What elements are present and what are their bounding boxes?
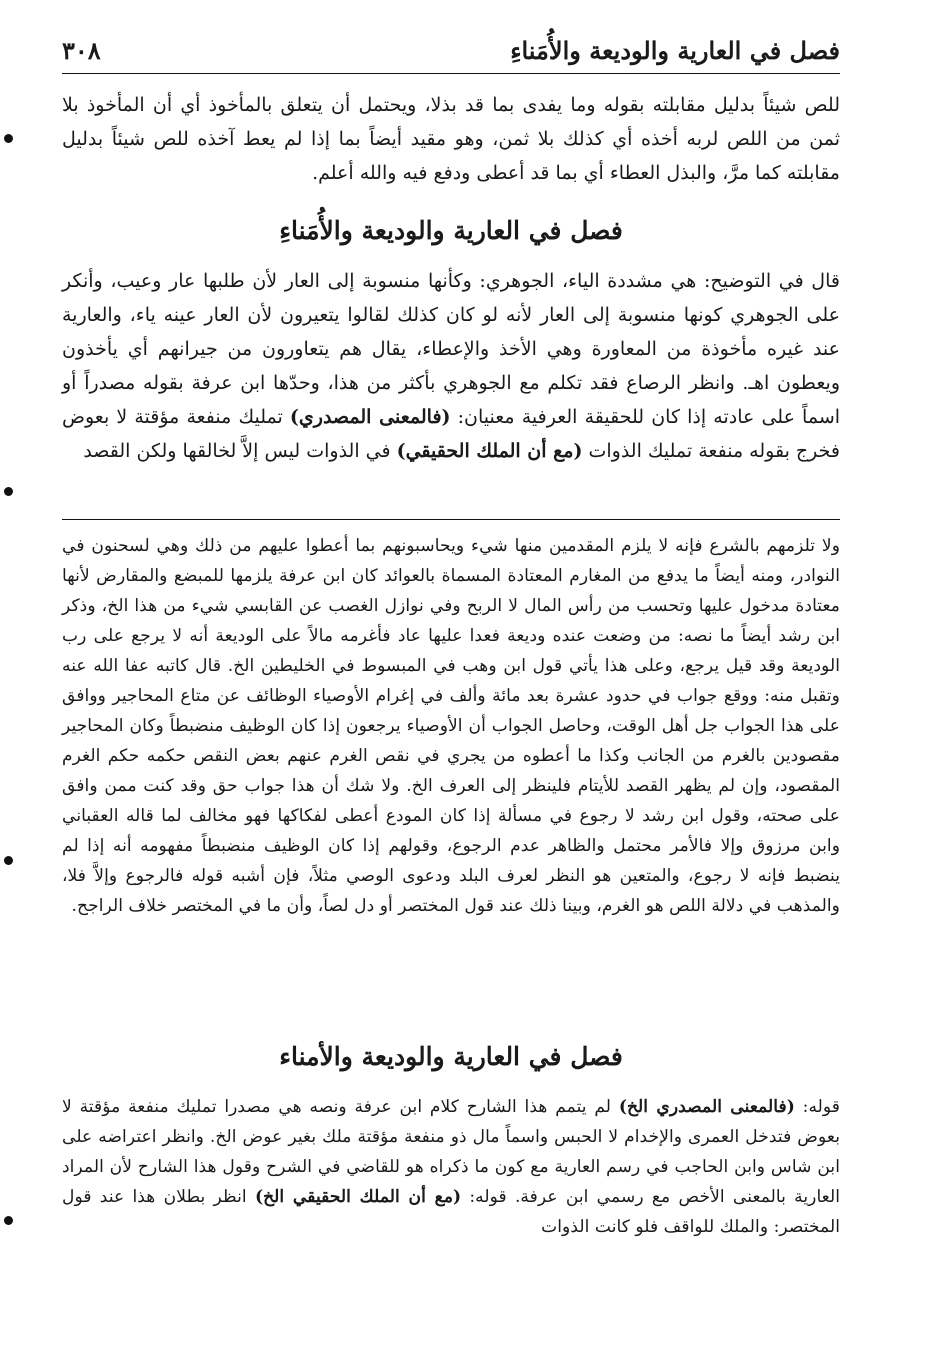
- main-text-part-3: في الذوات ليس إلاَّ لخالقها ولكن القصد: [83, 440, 397, 462]
- section-heading-commentary: فصل في العارية والوديعة والأمناء: [279, 1042, 623, 1071]
- commentary-text-part-2: لم يتمم هذا الشارح كلام ابن عرفة ونصه هي مصدرا تمليك منفعة مؤقتة لا بعوض فتدخل العمرى والإخدام لا الحبس واسماً مال ذو منفعة مؤقتة ملك بغير عوض الخ. وانظر اعتراضه على ابن شاس وابن الحاجب في رسم العارية مع كون ما ذكراه هو للقاضي في الشرح وقول هذا الشارح لأن المراد العارية بالمعنى الأخص مع رسمي ابن عرفة. قوله:: [62, 1097, 840, 1207]
- main-paragraph: [62, 264, 840, 468]
- running-title: فصل في العارية والوديعة والأُمَناءِ: [510, 36, 840, 65]
- margin-mark: [4, 134, 13, 143]
- page-header: [62, 30, 840, 74]
- main-text-part-2: تمليك منفعة مؤقتة لا بعوض فخرج بقوله منفعة تمليك الذوات: [62, 406, 840, 462]
- bold-term-milk-haqiqi: (مع أن الملك الحقيقي): [396, 440, 583, 462]
- header-rule: [62, 73, 840, 74]
- intro-paragraph: للص شيئاً بدليل مقابلته بقوله وما يفدى بما قد بذلا، ويحتمل أن يتعلق بالمأخوذ أي أن المأخوذ بلا ثمن من اللص لربه أخذه أي كذلك بلا ثمن، وهو مقيد أيضاً بما إذا لم يعط آخذه للص شيئاً بدليل مقابلته كما مرَّ، والبذل العطاء أي بما قد أعطى ودفع فيه والله أعلم.: [62, 94, 840, 184]
- page-number: ٣٠٨: [62, 36, 101, 65]
- section-heading-main: فصل في العارية والوديعة والأُمَناءِ: [279, 216, 623, 245]
- margin-mark: [4, 1216, 13, 1225]
- margin-mark: [4, 856, 13, 865]
- footnote-divider: [62, 519, 840, 520]
- main-text-part-1: قال في التوضيح: هي مشددة الياء، الجوهري: وكأنها منسوبة إلى العار لأن طلبها عار وعيب، وأنكر على الجوهري كونها منسوبة إلى العار لأنه لو كان كذلك لقالوا يتعيرون لأن العار عينه ياء، والعارية عند غيره مأخوذة من المعاورة وهي الأخذ والإعطاء، يقال هم يتعاورون من جيرانهم أي يأخذون ويعطون اهـ. وانظر الرصاع فقد تكلم مع الجوهري بأكثر من هذا، وحدّها ابن عرفة بقوله مصدراً أو اسماً على عادته إذا كان للحقيقة العرفية معنيان:: [62, 270, 841, 428]
- commentary-text-part-3: انظر بطلان هذا عند قول المختصر: والملك للواقف فلو كانت الذوات: [62, 1187, 840, 1237]
- commentary-text-part-1: قوله:: [794, 1097, 841, 1117]
- margin-mark: [4, 487, 13, 496]
- bold-term-masdari: (فالمعنى المصدري): [289, 406, 451, 428]
- commentary-bold-milk: (مع أن الملك الحقيقي الخ): [254, 1187, 462, 1207]
- commentary-paragraph: [62, 1092, 840, 1242]
- commentary-bold-masdari: (فالمعنى المصدري الخ): [618, 1097, 795, 1117]
- footnote-paragraph: ولا تلزمهم بالشرع فإنه لا يلزم المقدمين منها شيء ويحاسبونهم بما أعطوا عليهم من ذلك وهي لسحنون في النوادر، ومنه أيضاً ما يدفع من المغارم المعتادة المسماة بالعوائد كان ابن عرفة يلزمها للمبضع والمقارض لأنها معتادة مدخول عليها وتحسب من رأس المال لا الربح وفي نوازل الغصب عن القابسي شيء من هذا الخ، وذكر ابن رشد أيضاً ما نصه: من وضعت عنده وديعة فعدا عليها عاد فأغرمه مالاً على الوديعة أنه لا يرجع على رب الوديعة وقد قيل يرجع، وعلى هذا يأتي قول ابن وهب في المبسوط في الخليطين الخ. قال كاتبه عفا الله عنه وتقبل منه: ووقع جواب في حدود عشرة بعد مائة وألف في إغرام الأوصياء الوظائف عن متاع المحاجير ووافق على هذا الجواب جل أهل الوقت، وحاصل الجواب أن الأوصياء يرجعون إذا كان الوظيف منضبطاً وكان المحاجير مقصودين بالغرم من الجانب وكذا ما أعطوه من يجري في نقص الغرم عنهم بعض النقص حكمه حكم الغرم المقصود، وإن لم يظهر القصد للأيتام فلينظر إلى العرف الخ. ولا شك أن هذا جواب حق وقد كنت ممن وافق على صحته، وقول ابن رشد لا رجوع في مسألة إذا كان المودع أعطى لفكاكها فهو مخالف لما قاله العقباني وابن مرزوق وإلا فالأمر محتمل والظاهر عدم الرجوع، وقولهم إذا كان الوظيف منضبطاً مفهومه أنه إذا لم ينضبط فإنه لا رجوع، والمتعين هو النظر لعرف البلد ودعوى الوصي مثلاً، فإن أشبه قوله فالرجوع وإلاَّ فلا، والمذهب في دلالة اللص هو الغرم، وبينا ذلك عند قول المختصر أو دل لصاً، وأن ما في المختصر خلاف الراجح.: [62, 536, 840, 916]
